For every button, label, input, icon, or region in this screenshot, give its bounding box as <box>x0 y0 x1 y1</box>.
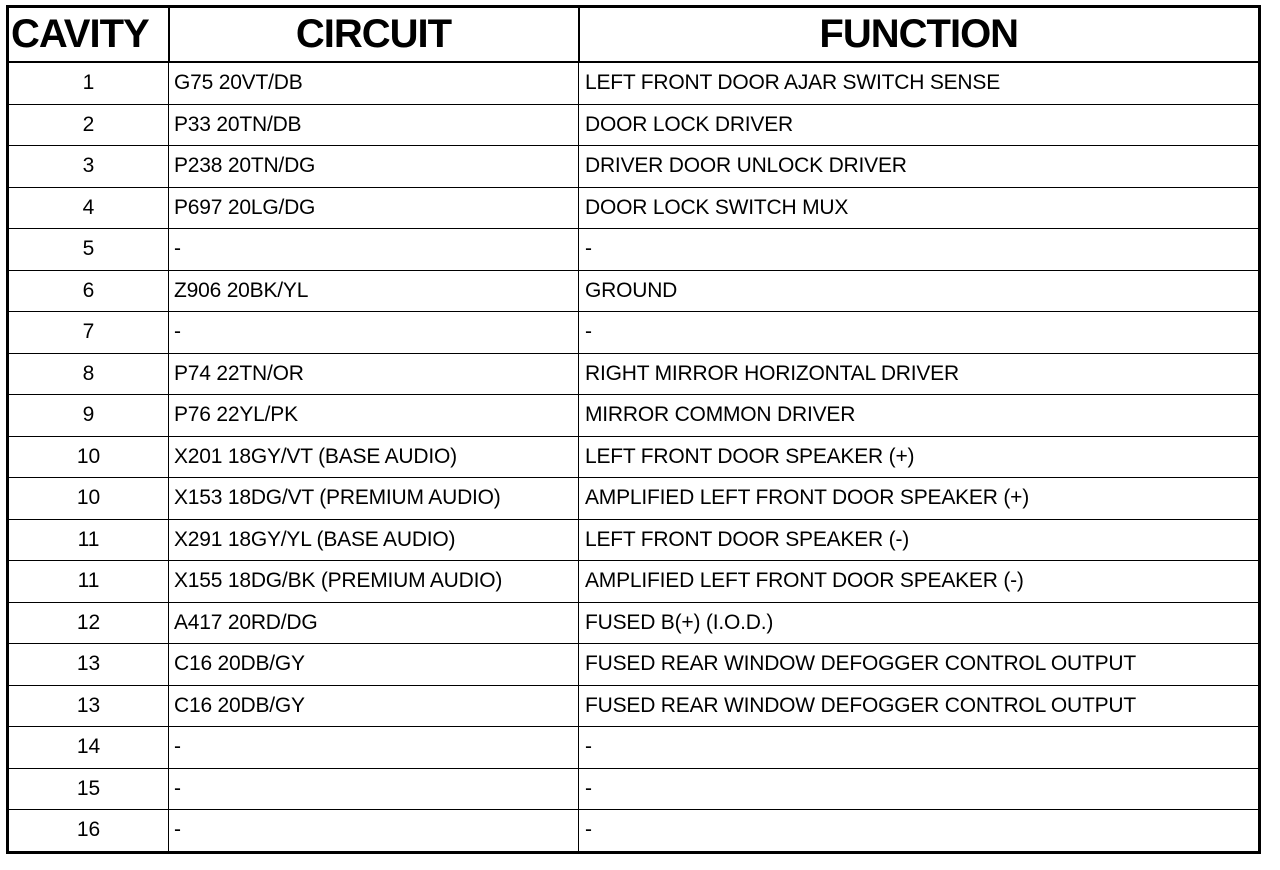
circuit-cell: P33 20TN/DB <box>169 104 579 146</box>
function-cell: - <box>579 727 1260 769</box>
circuit-cell: P697 20LG/DG <box>169 187 579 229</box>
cavity-cell: 4 <box>8 187 169 229</box>
function-cell: - <box>579 810 1260 853</box>
cavity-cell: 15 <box>8 768 169 810</box>
function-cell: RIGHT MIRROR HORIZONTAL DRIVER <box>579 353 1260 395</box>
connector-pinout-table <box>6 5 1261 854</box>
circuit-cell: - <box>169 768 579 810</box>
cavity-cell: 14 <box>8 727 169 769</box>
cavity-cell: 10 <box>8 478 169 520</box>
table-header <box>8 7 1260 63</box>
circuit-cell: X291 18GY/YL (BASE AUDIO) <box>169 519 579 561</box>
cavity-cell: 7 <box>8 312 169 354</box>
circuit-cell: P74 22TN/OR <box>169 353 579 395</box>
connector-pinout-document <box>6 5 1258 854</box>
table-row <box>8 436 1260 478</box>
function-cell: AMPLIFIED LEFT FRONT DOOR SPEAKER (+) <box>579 478 1260 520</box>
table-row <box>8 62 1260 104</box>
cavity-cell: 16 <box>8 810 169 853</box>
table-row <box>8 270 1260 312</box>
table-row <box>8 146 1260 188</box>
cavity-cell: 11 <box>8 561 169 603</box>
table-row <box>8 519 1260 561</box>
cavity-cell: 3 <box>8 146 169 188</box>
circuit-cell: C16 20DB/GY <box>169 685 579 727</box>
function-cell: LEFT FRONT DOOR SPEAKER (+) <box>579 436 1260 478</box>
table-row <box>8 602 1260 644</box>
function-cell: - <box>579 229 1260 271</box>
cavity-cell: 11 <box>8 519 169 561</box>
cavity-cell: 9 <box>8 395 169 437</box>
table-body <box>8 62 1260 852</box>
table-row <box>8 104 1260 146</box>
table-row <box>8 685 1260 727</box>
function-cell: DRIVER DOOR UNLOCK DRIVER <box>579 146 1260 188</box>
circuit-cell: Z906 20BK/YL <box>169 270 579 312</box>
function-cell: FUSED B(+) (I.O.D.) <box>579 602 1260 644</box>
cavity-cell: 10 <box>8 436 169 478</box>
circuit-cell: A417 20RD/DG <box>169 602 579 644</box>
cavity-cell: 8 <box>8 353 169 395</box>
circuit-cell: - <box>169 312 579 354</box>
header-function: FUNCTION <box>579 7 1260 63</box>
function-cell: GROUND <box>579 270 1260 312</box>
cavity-cell: 1 <box>8 62 169 104</box>
function-cell: DOOR LOCK DRIVER <box>579 104 1260 146</box>
table-row <box>8 187 1260 229</box>
cavity-cell: 5 <box>8 229 169 271</box>
function-cell: DOOR LOCK SWITCH MUX <box>579 187 1260 229</box>
table-row <box>8 644 1260 686</box>
circuit-cell: - <box>169 727 579 769</box>
table-row <box>8 561 1260 603</box>
function-cell: AMPLIFIED LEFT FRONT DOOR SPEAKER (-) <box>579 561 1260 603</box>
cavity-cell: 13 <box>8 644 169 686</box>
table-row <box>8 395 1260 437</box>
circuit-cell: C16 20DB/GY <box>169 644 579 686</box>
header-circuit: CIRCUIT <box>169 7 579 63</box>
cavity-cell: 2 <box>8 104 169 146</box>
function-cell: LEFT FRONT DOOR AJAR SWITCH SENSE <box>579 62 1260 104</box>
table-row <box>8 810 1260 853</box>
function-cell: LEFT FRONT DOOR SPEAKER (-) <box>579 519 1260 561</box>
function-cell: - <box>579 312 1260 354</box>
cavity-cell: 6 <box>8 270 169 312</box>
circuit-cell: X153 18DG/VT (PREMIUM AUDIO) <box>169 478 579 520</box>
function-cell: - <box>579 768 1260 810</box>
function-cell: FUSED REAR WINDOW DEFOGGER CONTROL OUTPUT <box>579 685 1260 727</box>
header-cavity: CAVITY <box>8 7 169 63</box>
function-cell: MIRROR COMMON DRIVER <box>579 395 1260 437</box>
header-row <box>8 7 1260 63</box>
function-cell: FUSED REAR WINDOW DEFOGGER CONTROL OUTPUT <box>579 644 1260 686</box>
table-row <box>8 312 1260 354</box>
circuit-cell: P238 20TN/DG <box>169 146 579 188</box>
circuit-cell: P76 22YL/PK <box>169 395 579 437</box>
table-row <box>8 768 1260 810</box>
table-row <box>8 727 1260 769</box>
cavity-cell: 13 <box>8 685 169 727</box>
table-row <box>8 353 1260 395</box>
table-row <box>8 478 1260 520</box>
circuit-cell: X201 18GY/VT (BASE AUDIO) <box>169 436 579 478</box>
cavity-cell: 12 <box>8 602 169 644</box>
circuit-cell: - <box>169 810 579 853</box>
circuit-cell: G75 20VT/DB <box>169 62 579 104</box>
circuit-cell: X155 18DG/BK (PREMIUM AUDIO) <box>169 561 579 603</box>
table-row <box>8 229 1260 271</box>
circuit-cell: - <box>169 229 579 271</box>
